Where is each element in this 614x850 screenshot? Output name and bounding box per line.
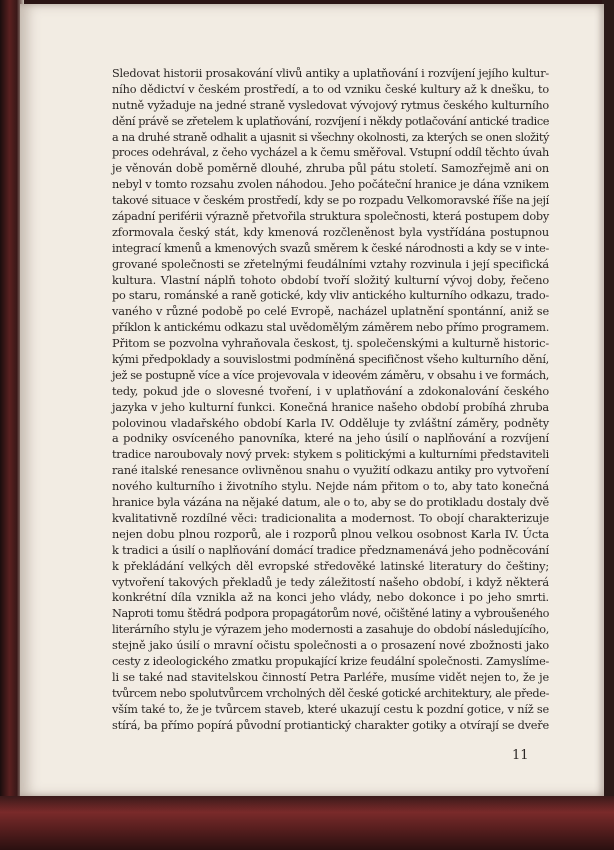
text-line-row (112, 416, 549, 432)
text-line-row (112, 622, 549, 638)
text-line-row (112, 575, 549, 591)
text-line-row (112, 431, 549, 447)
text-line: vaného v různé podobě po celé Evropě, nacházel uplatnění spontánní, aniž se (112, 305, 549, 319)
text-line-row (112, 177, 549, 193)
text-line: proces odehrával, z čeho vycházel a k čemu směřoval. Vstupní oddíl těchto úvah (112, 146, 549, 160)
text-line: příklon k antickému odkazu stal uvědomělým záměrem nebo přímo programem. (112, 321, 549, 335)
text-line: nového kulturního i životního stylu. Nejde nám přitom o to, aby tato konečná (112, 480, 549, 494)
text-line: hranice byla vázána na nějaké datum, ale o to, aby se do protikladu dostaly dvě (112, 496, 549, 510)
text-line: stírá, ba přímo popírá původní protiantický charakter gotiky a otvírají se dveře (112, 718, 549, 732)
text-line: ního dědictví v českém prostředí, a to od vzniku české kultury až k dnešku, to (112, 82, 549, 96)
text-line: k překládání velkých děl evropské středověké latinské literatury do češtiny; (112, 559, 549, 573)
text-line: rané italské renesance ovlivněnou snahu o využití odkazu antiky pro vytvoření (112, 464, 549, 478)
text-line: stejně jako úsilí o mravní očistu společnosti a o prosazení nové zbožnosti jako (112, 639, 549, 653)
text-line: je věnován době poměrně dlouhé, zhruba půl pátu století. Samozřejmě ani on (112, 162, 549, 176)
text-line: takové situace v českém prostředí, kdy se po rozpadu Velkomoravské říše na její (112, 194, 549, 208)
text-line-row (112, 257, 549, 273)
text-line-row (112, 511, 549, 527)
text-line: konkrétní díla vznikla až na konci jeho vlády, nebo dokonce i po jeho smrti. (112, 591, 549, 605)
text-line-row (112, 225, 549, 241)
text-line-row (112, 400, 549, 416)
text-line: Naproti tomu štědrá podpora propagátorům nové, očištěné latiny a vybroušeného (112, 607, 549, 621)
text-line: literárního stylu je výrazem jeho modernosti a zasahuje do období následujícího, (112, 623, 549, 637)
text-line-row (112, 606, 549, 622)
text-line-row (112, 336, 549, 352)
text-line: jazyka v jeho kulturní funkci. Konečná hranice našeho období probíhá zhruba (112, 400, 549, 414)
text-line-row (112, 66, 549, 82)
text-line-row (112, 463, 549, 479)
text-line: polovinou vladařského období Karla IV. Odděluje ty zvláštní záměry, podněty (112, 416, 549, 430)
text-line: kvalitativně rozdílné věci: tradicionalita a modernost. To obojí charakterizuje (112, 511, 549, 525)
text-line-row (112, 304, 549, 320)
text-line: grované společnosti se zřetelnými feudálními vztahy rozvinula i její specifická (112, 257, 549, 271)
text-line: kultura. Vlastní náplň tohoto období tvoří složitý kulturní vývoj doby, řečeno (112, 273, 549, 287)
text-line-row (112, 702, 549, 718)
text-line: tradice naroubovaly nový prvek: stykem s politickými a kulturními představiteli (112, 448, 549, 462)
text-line: po staru, románské a raně gotické, kdy vliv antického kulturního odkazu, trado- (112, 289, 549, 303)
text-line-row (112, 384, 549, 400)
text-line-row (112, 161, 549, 177)
text-line-row (112, 288, 549, 304)
text-line: tvůrcem nebo spolutvůrcem vrcholných děl české gotické architektury, ale přede- (112, 686, 549, 700)
text-line: dění právě se zřetelem k uplatňování, rozvíjení i někdy potlačování antické tradice (112, 114, 549, 128)
text-line: nutně vyžaduje na jedné straně vysledovat vývojový rytmus českého kulturního (112, 98, 549, 112)
text-line: vším také to, že je tvůrcem staveb, které ukazují cestu k pozdní gotice, v níž se (112, 702, 549, 716)
text-line-row (112, 718, 549, 734)
text-line: nebyl v tomto rozsahu zvolen náhodou. Jeho počáteční hranice je dána vznikem (112, 178, 549, 192)
text-line: li se také nad stavitelskou činností Petra Parléře, musíme vidět nejen to, že je (112, 670, 549, 684)
text-line-row (112, 559, 549, 575)
text-line-row (112, 82, 549, 98)
text-line-row (112, 352, 549, 368)
text-line-row (112, 447, 549, 463)
text-line-row (112, 590, 549, 606)
text-line: vytvoření takových překladů je tedy záležitostí našeho období, i když některá (112, 575, 549, 589)
text-line: nejen dobu plnou rozporů, ale i rozporů plnou velkou osobnost Karla IV. Úcta (112, 527, 549, 541)
text-line-row (112, 193, 549, 209)
text-line: cesty z ideologického zmatku propukající krize feudální společnosti. Zamyslíme- (112, 654, 549, 668)
text-line-row (112, 145, 549, 161)
text-line: tedy, pokud jde o slovesné tvoření, i v uplatňování a zdokonalování českého (112, 384, 549, 398)
text-line-row (112, 543, 549, 559)
page-number: 11 (512, 748, 529, 763)
body-text (112, 66, 549, 733)
text-line: k tradici a úsilí o naplňování domácí tradice předznamenává jeho podněcování (112, 543, 549, 557)
text-line-row (112, 527, 549, 543)
text-line-row (112, 670, 549, 686)
text-line: Přitom se pozvolna vyhraňovala českost, tj. společenskými a kulturně historic- (112, 337, 549, 351)
text-line: a podniky osvíceného panovníka, které na jeho úsilí o naplňování a rozvíjení (112, 432, 549, 446)
text-line-row (112, 130, 549, 146)
text-line-row (112, 114, 549, 130)
text-line-row (112, 273, 549, 289)
text-line-row (112, 98, 549, 114)
background-bottom (0, 796, 614, 850)
text-line-row (112, 654, 549, 670)
text-line-row (112, 209, 549, 225)
text-line-row (112, 320, 549, 336)
text-line-row (112, 479, 549, 495)
text-line-row (112, 686, 549, 702)
text-line-row (112, 368, 549, 384)
text-line-row (112, 241, 549, 257)
text-line-row (112, 638, 549, 654)
text-line: a na druhé straně odhalit a ujasnit si všechny okolnosti, za kterých se onen složitý (112, 130, 549, 144)
text-line-row (112, 495, 549, 511)
text-line: kými předpoklady a souvislostmi podmíněná specifičnost všeho kulturního dění, (112, 353, 549, 367)
text-line: zformovala český stát, kdy kmenová rozčleněnost byla vystřídána postupnou (112, 225, 549, 239)
text-line: Sledovat historii prosakování vlivů antiky a uplatňování i rozvíjení jejího kultur- (112, 67, 549, 80)
text-line: jež se postupně více a více projevovala v ideovém záměru, v obsahu i ve formách, (112, 368, 549, 382)
text-line: západní periférii výrazně přetvořila struktura společnosti, která postupem doby (112, 210, 549, 224)
text-line: integrací kmenů a kmenových svazů směrem k české národnosti a kdy se v inte- (112, 241, 549, 255)
